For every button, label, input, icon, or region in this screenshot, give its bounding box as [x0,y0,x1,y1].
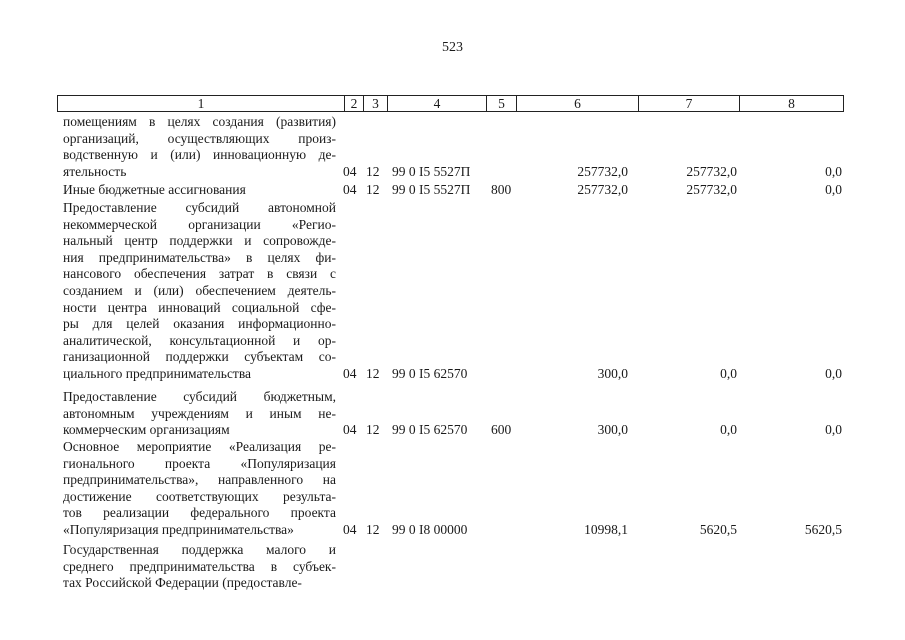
description-line: среднего предпринимательства в субъек- [63,558,336,574]
description-line: организаций, осуществляющих произ- [63,130,336,146]
description-line: «Популяризация предпринимательства» [63,521,294,537]
amount-column-6: 300,0 [597,366,628,381]
description-line: коммерческим организациям [63,422,230,438]
description-line: помещениям в целях создания (развития) [63,114,336,129]
row-description [63,182,336,199]
section-code: 04 [343,422,357,438]
row-description [63,114,336,180]
amount-column-6: 300,0 [597,422,628,438]
description-line: ятельность [63,163,127,179]
amount-column-7: 257732,0 [686,163,737,179]
column-header-2: 2 [344,96,363,111]
amount-column-7: 5620,5 [699,522,737,537]
page-number: 523 [442,40,463,55]
expense-type-code: 800 [491,182,512,197]
amount-column-7: 0,0 [720,422,737,438]
description-line: Основное мероприятие «Реализация ре- [63,439,336,454]
description-line: ния предпринимательства» в целях фи- [63,249,336,265]
table-header [57,95,844,112]
expense-type-code: 600 [491,422,512,438]
description-line: тов реализации федерального проекта [63,505,336,521]
amount-column-8: 5620,5 [804,522,842,537]
description-line: ры для целей оказания информационно- [63,316,336,332]
subsection-code: 12 [366,522,380,537]
amount-column-8: 0,0 [825,366,842,381]
amount-column-8: 0,0 [825,182,842,197]
description-line: автономным учреждениям и иным не- [63,405,336,421]
column-header-3: 3 [363,96,387,111]
amount-column-6: 257732,0 [577,182,628,197]
amount-column-6: 10998,1 [584,522,628,537]
description-line: Предоставление субсидий бюджетным, [63,389,336,404]
description-line: тах Российской Федерации (предоставле- [63,575,302,591]
amount-column-7: 257732,0 [686,182,737,197]
description-line: ности центра инноваций социальной сфе- [63,299,336,315]
subsection-code: 12 [366,163,380,179]
column-header-8: 8 [739,96,843,111]
description-line: Государственная поддержка малого и [63,542,336,557]
column-header-6: 6 [516,96,638,111]
row-description [63,542,336,592]
row-description [63,389,336,439]
amount-column-8: 0,0 [825,163,842,179]
description-line: некоммерческой организации «Регио- [63,216,336,232]
column-header-1: 1 [197,96,205,111]
column-header-5: 5 [486,96,516,111]
subsection-code: 12 [366,366,380,381]
row-description [63,200,336,383]
target-article-code: 99 0 I8 00000 [392,522,468,537]
target-article-code: 99 0 I5 62570 [392,422,468,438]
description-line: Иные бюджетные ассигнования [63,182,246,197]
description-line: гионального проекта «Популяризация [63,455,336,471]
description-line: созданием и (или) обеспечением деятель- [63,282,336,298]
description-line: нальный центр поддержки и сопровожде- [63,233,336,249]
row-description [63,439,336,539]
subsection-code: 12 [366,182,380,197]
description-line: нансового обеспечения затрат в связи с [63,266,336,282]
section-code: 04 [343,366,357,381]
amount-column-8: 0,0 [825,422,842,438]
description-line: ганизационной поддержки субъектам со- [63,349,336,365]
description-line: достижение соответствующих результа- [63,488,336,504]
target-article-code: 99 0 I5 62570 [392,366,468,381]
section-code: 04 [343,182,357,197]
description-line: водственную и (или) инновационную де- [63,147,336,163]
amount-column-6: 257732,0 [577,163,628,179]
section-code: 04 [343,163,357,179]
target-article-code: 99 0 I5 5527П [392,182,471,197]
subsection-code: 12 [366,422,380,438]
column-header-7: 7 [638,96,739,111]
description-line: аналитической, консультационной и ор- [63,332,336,348]
description-line: Предоставление субсидий автономной [63,200,336,215]
description-line: циального предпринимательства [63,365,252,381]
amount-column-7: 0,0 [720,366,737,381]
description-line: предпринимательства», направленного на [63,472,336,488]
column-header-4: 4 [387,96,486,111]
section-code: 04 [343,522,357,537]
target-article-code: 99 0 I5 5527П [392,163,471,179]
